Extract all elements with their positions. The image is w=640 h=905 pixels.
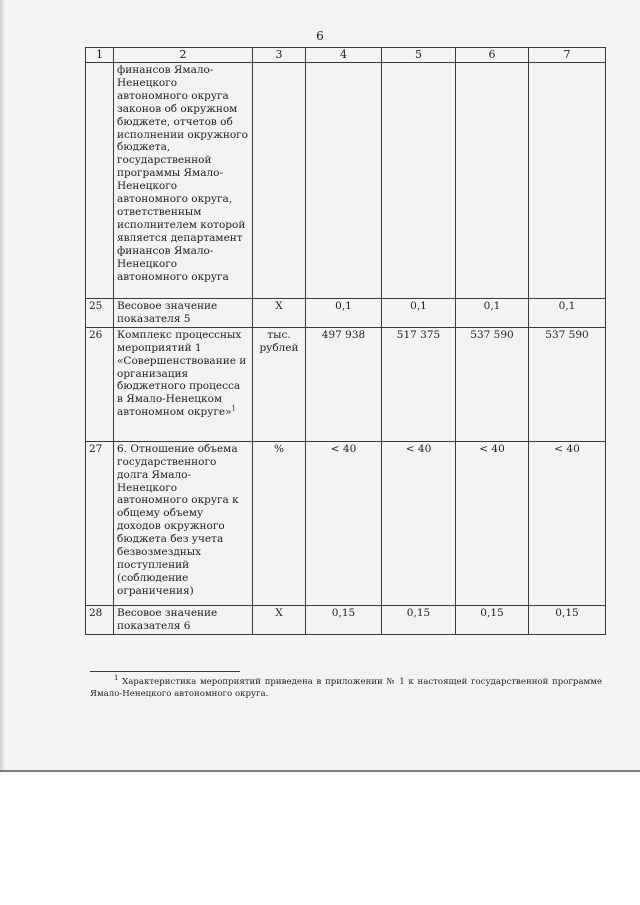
row-value-2024 [306, 63, 382, 299]
row-name: 6. Отношение объема государственного долга Ямало-Ненецкого автономного округа к общему объему доходов окружного бюджета без учета безвозмездных поступлений (соблюдение ограничения) [114, 441, 253, 605]
row-number [86, 63, 114, 299]
row-value-2024: < 40 [306, 441, 382, 605]
row-value-2026: < 40 [456, 441, 529, 605]
row-value-2025 [382, 63, 456, 299]
row-value-2025: < 40 [382, 441, 456, 605]
row-value-2026: 0,1 [456, 299, 529, 328]
row-unit [253, 63, 306, 299]
row-value-2025: 0,1 [382, 299, 456, 328]
footnote-marker: 1 [114, 674, 119, 683]
header-cell: 4 [306, 48, 382, 63]
header-cell: 3 [253, 48, 306, 63]
footnote-divider [90, 671, 240, 672]
table-row [86, 63, 606, 299]
table-row [86, 441, 606, 605]
header-cell: 6 [456, 48, 529, 63]
row-value-2024: 0,15 [306, 605, 382, 634]
header-cell: 7 [529, 48, 606, 63]
row-unit: X [253, 605, 306, 634]
row-name [114, 327, 253, 441]
row-value-2027: 0,15 [529, 605, 606, 634]
row-value-2027: 537 590 [529, 327, 606, 441]
footnote [90, 674, 602, 700]
page-number: 6 [316, 29, 324, 43]
row-number: 26 [86, 327, 114, 441]
row-value-2027 [529, 63, 606, 299]
table-row [86, 299, 606, 328]
footnote-text: Характеристика мероприятий приведена в приложении № 1 к настоящей государственной программе Ямало-Ненецкого автономного округа. [90, 677, 602, 699]
row-value-2024: 497 938 [306, 327, 382, 441]
indicators-table [85, 47, 606, 635]
header-cell: 5 [382, 48, 456, 63]
row-value-2027: 0,1 [529, 299, 606, 328]
row-name-text: Комплекс процессных мероприятий 1 «Совершенствование и организация бюджетного процесса в Ямало-Ненецком автономном округе» [117, 328, 247, 419]
row-value-2025: 517 375 [382, 327, 456, 441]
row-value-2024: 0,1 [306, 299, 382, 328]
row-value-2027: < 40 [529, 441, 606, 605]
footnote-marker: 1 [231, 404, 237, 413]
row-value-2026: 537 590 [456, 327, 529, 441]
scan-edge-shadow [0, 0, 5, 770]
row-unit: X [253, 299, 306, 328]
header-cell: 1 [86, 48, 114, 63]
row-number: 27 [86, 441, 114, 605]
row-value-2026: 0,15 [456, 605, 529, 634]
row-unit: тыс. рублей [253, 327, 306, 441]
row-name: финансов Ямало-Ненецкого автономного округа законов об окружном бюджете, отчетов об исполнении окружного бюджета, государственной программы Ямало-Ненецкого автономного округа, ответственным исполнителем которой является департамент финансов Ямало-Ненецкого автономного округа [114, 63, 253, 299]
table-row [86, 605, 606, 634]
row-value-2026 [456, 63, 529, 299]
header-cell: 2 [114, 48, 253, 63]
row-name: Весовое значение показателя 5 [114, 299, 253, 328]
table-row [86, 327, 606, 441]
table-header-row [86, 48, 606, 63]
row-unit: % [253, 441, 306, 605]
row-value-2025: 0,15 [382, 605, 456, 634]
row-number: 28 [86, 605, 114, 634]
row-name: Весовое значение показателя 6 [114, 605, 253, 634]
row-number: 25 [86, 299, 114, 328]
